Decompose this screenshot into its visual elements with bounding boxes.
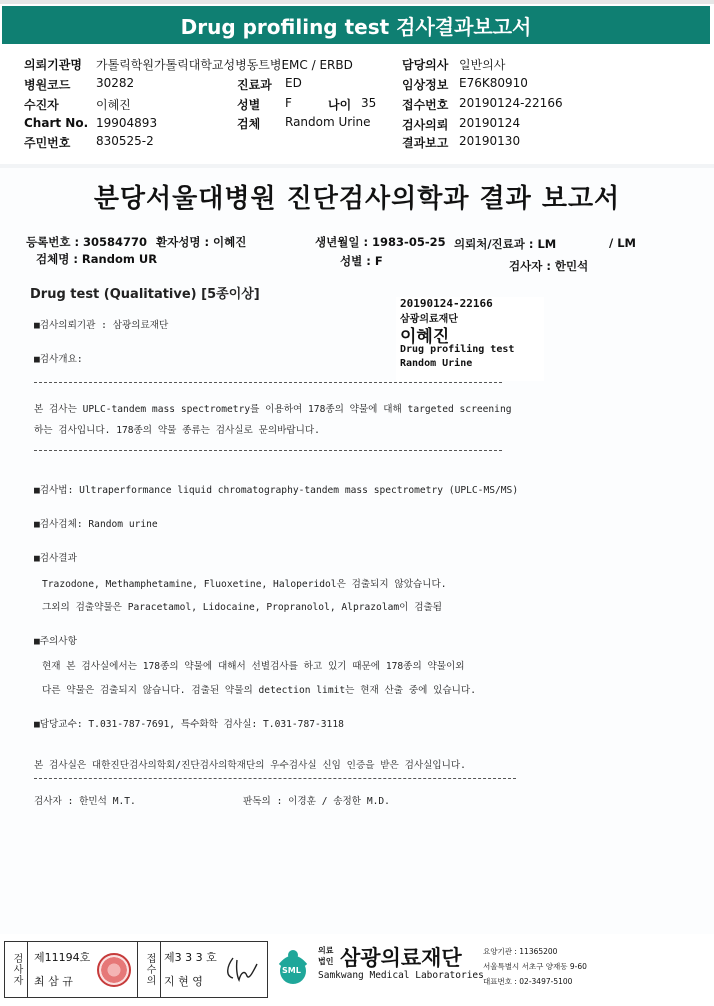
- examiner-name: 최 삼 규: [34, 975, 73, 988]
- result-label: ■검사결과: [34, 553, 77, 564]
- footer-info-2: 서울특별시 서초구 양재동 9-60: [483, 962, 587, 971]
- contact-line: ■담당교수: T.031-787-7691, 특수화학 검사실: T.031-787-3118: [34, 719, 344, 730]
- report-title: Drug profiling test 검사결과보고서: [2, 6, 710, 44]
- specimen-name: 검체명 : Random UR: [36, 252, 158, 266]
- chart-value: 19904893: [96, 116, 158, 130]
- chart-label: Chart No.: [24, 116, 89, 130]
- tester-line: 검사자 : 한민석 M.T.: [34, 796, 136, 807]
- receipt-label: 접수번호: [402, 98, 449, 112]
- sticker-org: 삼광의료재단: [400, 314, 458, 325]
- top-divider: [0, 0, 714, 4]
- result-report-label: 결과보고: [402, 136, 449, 150]
- sticker-receipt: 20190124-22166: [400, 297, 493, 310]
- clinical-info-label: 임상정보: [402, 78, 449, 92]
- brand-small-2: 법인: [318, 957, 334, 966]
- specimen-label: 검체: [237, 117, 261, 131]
- divider: [34, 382, 502, 383]
- receipt-value: 20190124-22166: [459, 96, 563, 110]
- overview-line-1: 본 검사는 UPLC-tandem mass spectrometry를 이용하여 178종의 약물에 대해 targeted screening: [34, 404, 512, 415]
- collector-value: 이혜진: [96, 98, 131, 112]
- result-line-1: Trazodone, Methamphetamine, Fluoxetine, Haloperidol은 검출되지 않았습니다.: [42, 579, 447, 590]
- cert-line: 본 검사실은 대한진단검사의학회/진단검사의학재단의 우수검사실 신임 인증을 받은 검사실입니다.: [34, 760, 466, 771]
- note-line-2: 다른 약물은 검출되지 않습니다. 검출된 약물의 detection limit는 현재 산출 중에 있습니다.: [42, 685, 476, 696]
- overview-label: ■검사개요:: [34, 354, 83, 365]
- sample-line: ■검사검체: Random urine: [34, 519, 158, 530]
- collector-label: 수진자: [24, 98, 59, 112]
- result-report-value: 20190130: [459, 134, 521, 148]
- scan-sex: 성별 : F: [340, 254, 383, 268]
- reader-line: 판독의 : 이경훈 / 송정한 M.D.: [243, 796, 390, 807]
- examiner-vertical-label: 검사자: [5, 942, 28, 997]
- examiner: 검사자 : 한민석: [509, 259, 589, 273]
- dept-value: ED: [285, 76, 302, 90]
- footer-info-1: 요양기관 : 11365200: [483, 947, 558, 956]
- receiver-license: 제3 3 3 호: [164, 951, 217, 964]
- sml-logo-icon: [272, 943, 314, 985]
- brand-small-1: 의료: [318, 946, 334, 955]
- specimen-label-sticker: [396, 297, 544, 381]
- sex-label: 성별: [237, 98, 261, 112]
- signature-icon: [223, 954, 261, 984]
- method-line: ■검사법: Ultraperformance liquid chromatography-tandem mass spectrometry (UPLC-MS/MS): [34, 485, 519, 496]
- patient-name: 환자성명 : 이혜진: [156, 235, 247, 249]
- reg-no: 등록번호 : 30584770: [26, 235, 148, 249]
- note-label: ■주의사항: [34, 636, 77, 647]
- hospital-code-value: 30282: [96, 76, 135, 90]
- sticker-specimen: Random Urine: [400, 358, 473, 369]
- test-name: Drug test (Qualitative) [5종이상]: [30, 287, 260, 302]
- request-value: 20190124: [459, 116, 521, 130]
- referrer-sep: / LM: [609, 236, 636, 250]
- note-line-1: 현재 본 검사실에서는 178종의 약물에 대해서 선별검사를 하고 있기 때문에 178종의 약물이외: [42, 661, 465, 672]
- hospital-code-label: 병원코드: [24, 78, 71, 92]
- sex-value: F: [285, 96, 292, 110]
- brand-name: 삼광의료재단: [340, 946, 462, 970]
- result-line-2: 그외의 검출약물은 Paracetamol, Lidocaine, Propranolol, Alprazolam이 검출됨: [42, 602, 443, 613]
- receiver-vertical-label: 접수의: [137, 942, 161, 997]
- overview-line-2: 하는 검사입니다. 178종의 약물 종류는 검사실로 문의바랍니다.: [34, 425, 320, 436]
- brand-english: Samkwang Medical Laboratories: [318, 970, 484, 981]
- referrer: 의뢰처/진료과 : LM: [454, 237, 557, 251]
- resident-label: 주민번호: [24, 136, 71, 150]
- divider: [34, 450, 502, 451]
- footer-info-3: 대표번호 : 02-3497-5100: [483, 977, 573, 986]
- doctor-label: 담당의사: [402, 58, 449, 72]
- doctor-value: 일반의사: [459, 58, 506, 72]
- dob: 생년월일 : 1983-05-25: [315, 235, 446, 249]
- age-label: 나이: [328, 98, 352, 112]
- receiver-name: 지 현 영: [164, 975, 203, 988]
- institution-label: 의뢰기관명: [24, 58, 82, 72]
- resident-value: 830525-2: [96, 134, 154, 148]
- seal-stamp-icon: [97, 953, 131, 987]
- sticker-test: Drug profiling test: [400, 344, 515, 355]
- institution-value: 가톨릭학원가톨릭대학교성병동트병EMC / ERBD: [96, 58, 353, 72]
- clinical-info-value: E76K80910: [459, 76, 528, 90]
- age-value: 35: [361, 96, 377, 110]
- scan-title: 분당서울대병원 진단검사의학과 결과 보고서: [93, 184, 621, 214]
- sticker-name: 이혜진: [400, 327, 450, 347]
- signature-box: [4, 941, 268, 998]
- request-label: 검사의뢰: [402, 118, 449, 132]
- specimen-value: Random Urine: [285, 115, 371, 129]
- divider: [34, 778, 516, 779]
- logo-text: SML: [282, 966, 301, 975]
- dept-label: 진료과: [237, 78, 272, 92]
- org-line: ■검사의뢰기관 : 삼광의료재단: [34, 320, 169, 331]
- examiner-license: 제11194호: [34, 951, 91, 964]
